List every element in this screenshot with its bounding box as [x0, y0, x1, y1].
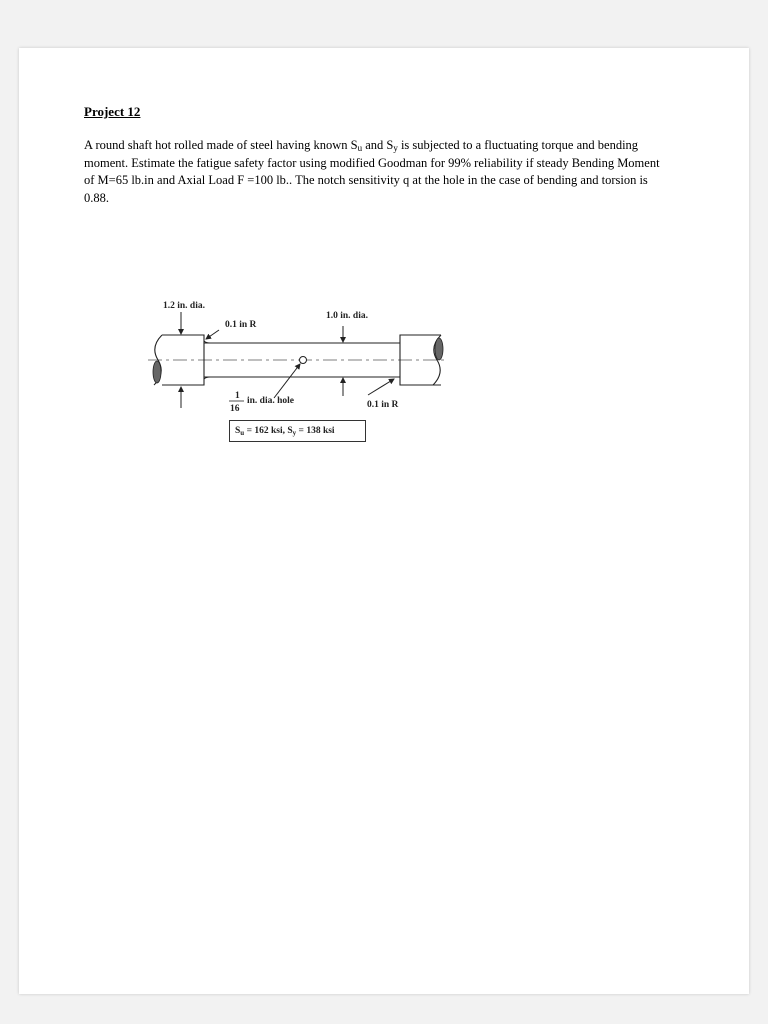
props-su: S [235, 426, 241, 436]
hole-marker [300, 357, 307, 364]
right-radius-arrow [368, 379, 394, 395]
hole-label: in. dia. hole [247, 396, 294, 406]
text-part-3: is subjected to a fluctuating torque and bending moment. Estimate the fatigue safety factor using modified Goodman for 99% reliability if steady Bending Moment of M=65 lb.in and Axial Load F =100 lb.. The notch sensitivity q at the hole in the case of bending and torsion is 0.88. [84, 138, 660, 205]
subscript-y: y [393, 143, 398, 153]
left-radius-arrow [206, 330, 219, 339]
text-part-1: A round shaft hot rolled made of steel having known S [84, 138, 358, 152]
text-part-2: and S [362, 138, 394, 152]
center-dia-label: 1.0 in. dia. [326, 311, 368, 321]
props-su-sub: u [240, 429, 245, 437]
props-su-val: = 162 ksi, S [244, 426, 293, 436]
problem-statement [84, 137, 664, 207]
material-properties-box [229, 420, 366, 442]
right-radius-label: 0.1 in R [367, 400, 399, 410]
left-radius-label: 0.1 in R [225, 320, 257, 330]
page-title: Project 12 [84, 104, 141, 119]
hole-fraction-numerator: 1 [235, 391, 240, 401]
hole-arrow [274, 364, 300, 398]
shaft-diagram [126, 250, 456, 414]
subscript-u: u [357, 143, 363, 153]
props-sy-sub: y [292, 429, 297, 437]
hole-fraction-denominator: 16 [230, 404, 240, 414]
shaft-figure [126, 250, 456, 414]
props-sy-val: = 138 ksi [296, 426, 335, 436]
left-dia-label: 1.2 in. dia. [163, 301, 205, 311]
